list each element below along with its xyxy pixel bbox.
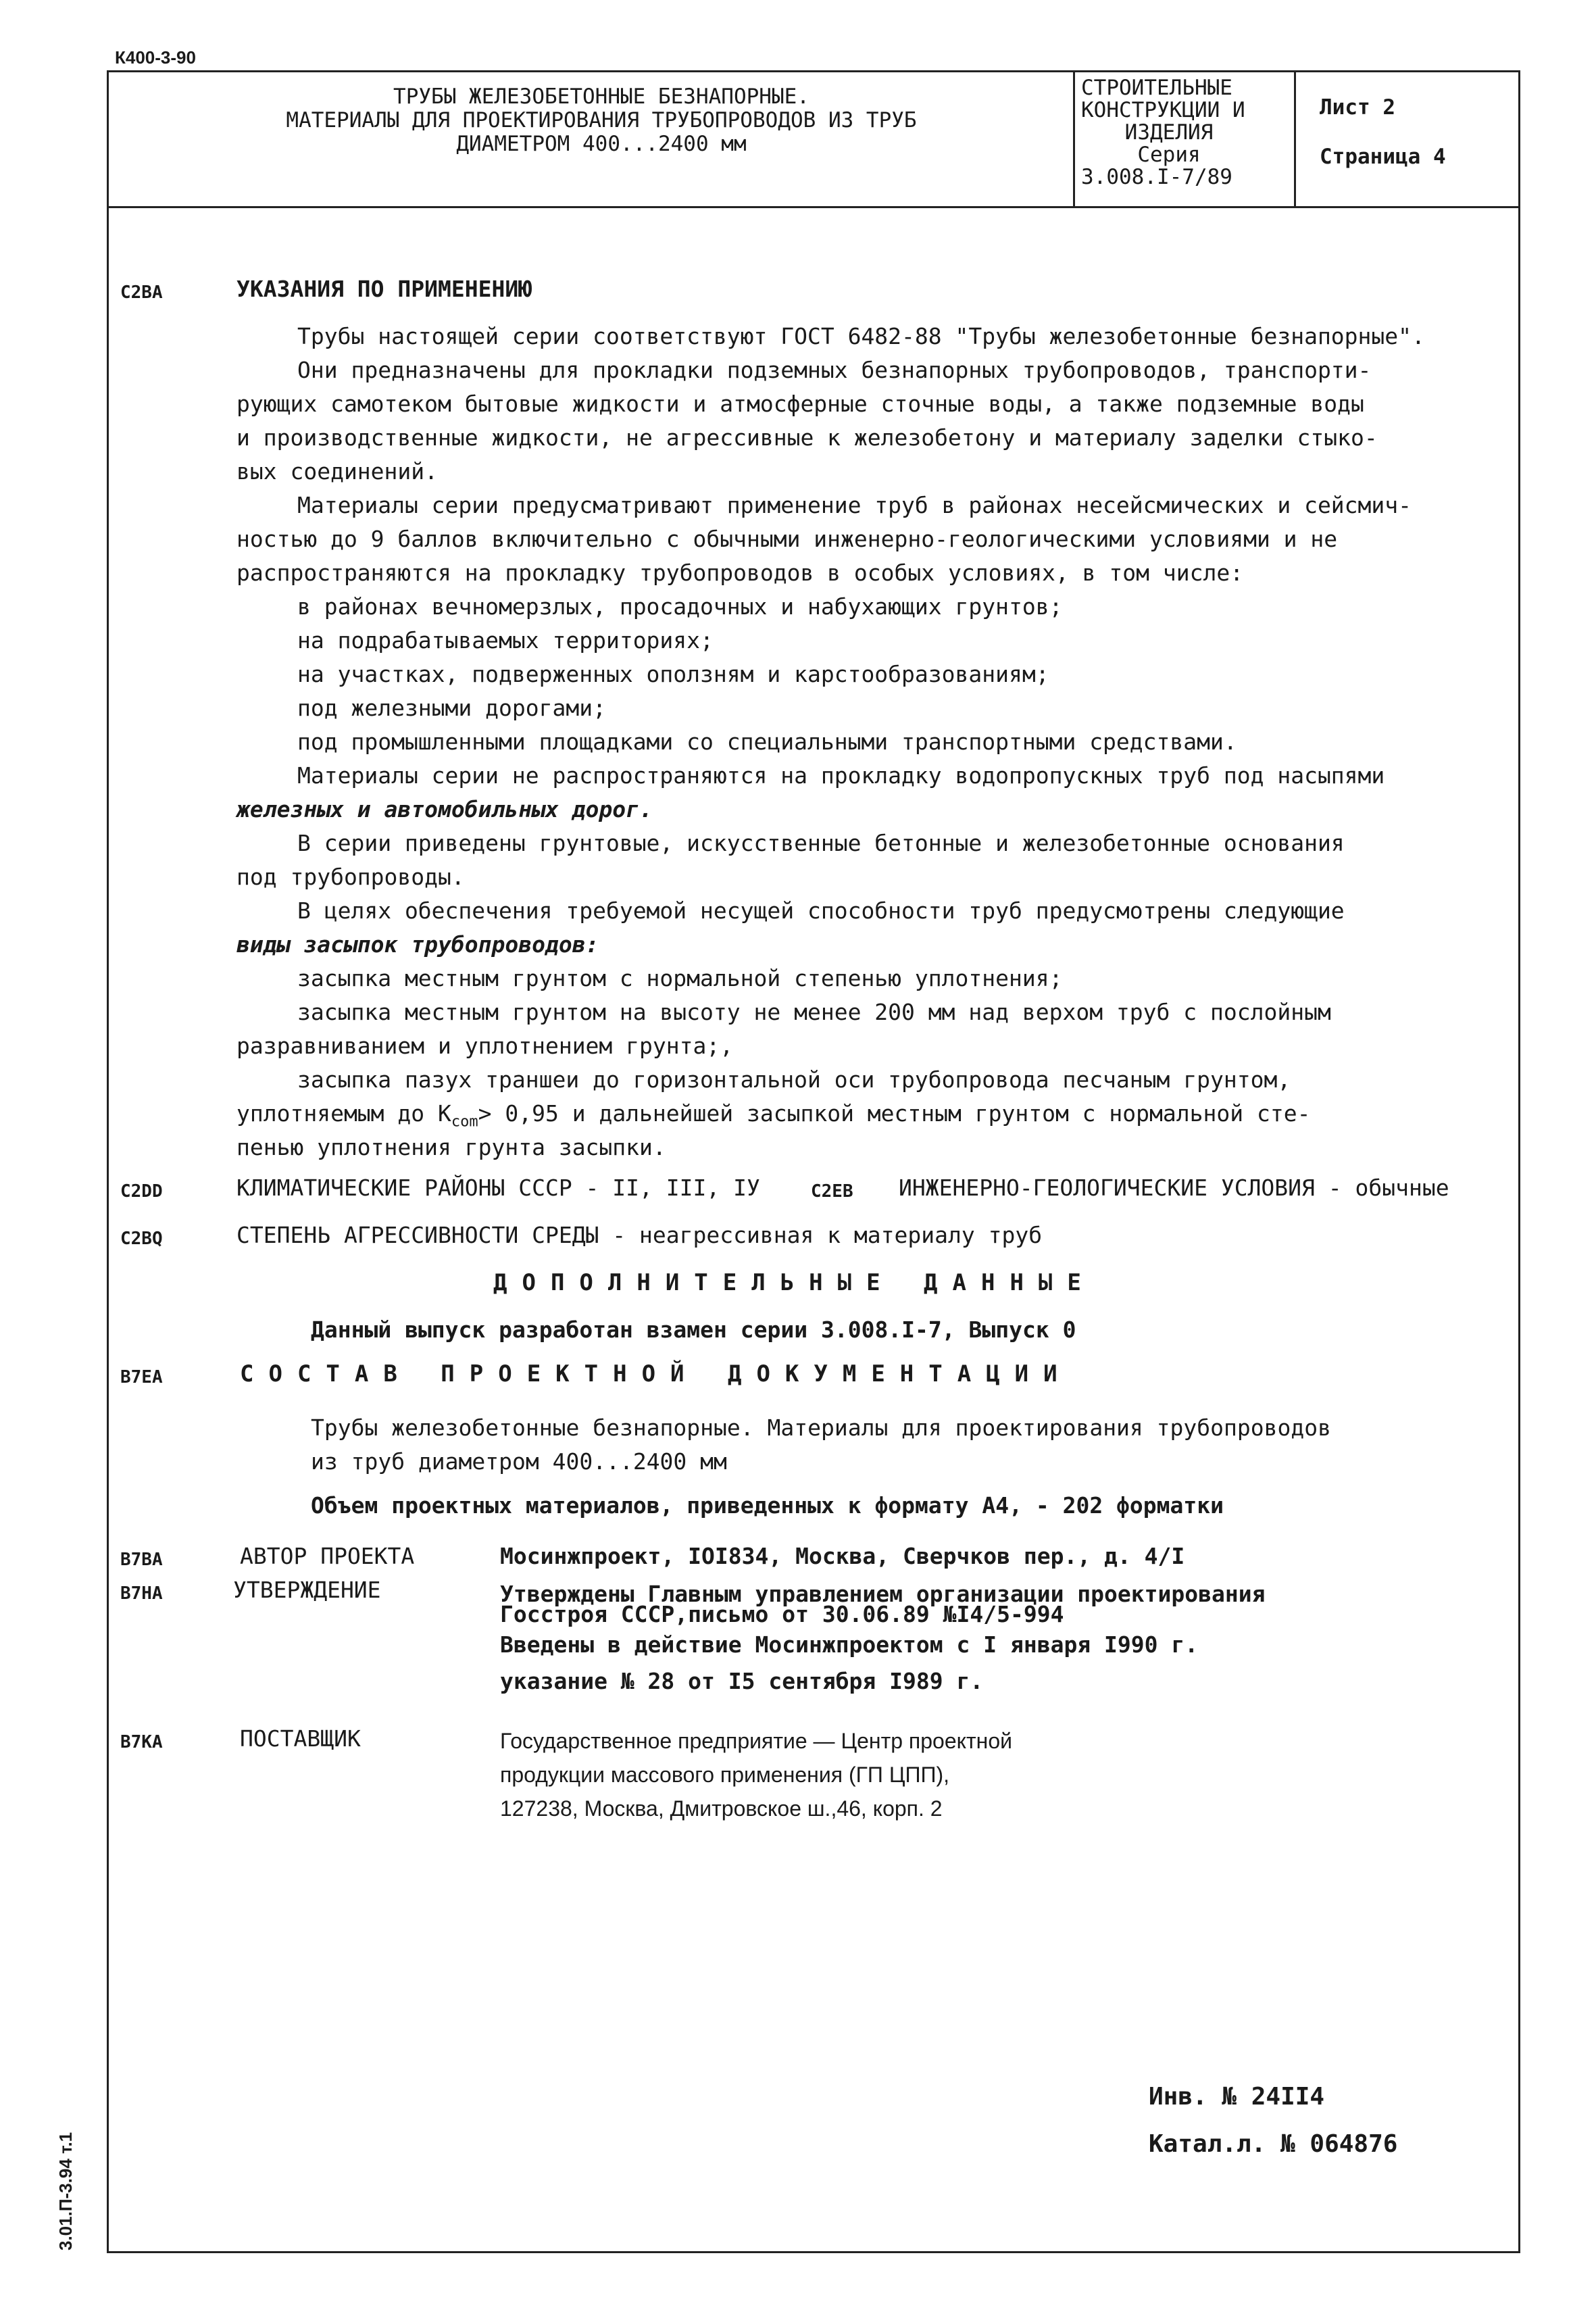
composition-volume: Объем проектных материалов, приведенных к формату А4, - 202 форматки	[311, 1492, 1224, 1519]
section-heading-additional: ДОПОЛНИТЕЛЬНЫЕ ДАННЫЕ	[493, 1269, 1096, 1296]
paragraph-line: Материалы серии не распространяются на прокладку водопропускных труб под насыпями	[297, 762, 1385, 789]
list-item: засыпка пазух траншеи до горизонтальной оси трубопровода песчаным грунтом,	[297, 1066, 1291, 1093]
section-heading-usage: УКАЗАНИЯ ПО ПРИМЕНЕНИЮ	[236, 276, 532, 302]
approval-line: Утверждены Главным управлением организации проектирования	[500, 1581, 1266, 1607]
list-item: под железными дорогами;	[297, 695, 606, 721]
document-code-stamp: К400-3-90	[115, 47, 196, 68]
paragraph-line: Материалы серии предусматривают применение труб в районах несейсмических и сейсмич-	[297, 492, 1412, 518]
paragraph-line: В серии приведены грунтовые, искусственные бетонные и железобетонные основания	[297, 830, 1345, 856]
paragraph-line: рующих самотеком бытовые жидкости и атмосферные сточные воды, а также подземные воды	[236, 391, 1364, 417]
list-item: в районах вечномерзлых, просадочных и набухающих грунтов;	[297, 593, 1063, 620]
list-item: под промышленными площадками со специальными транспортными средствами.	[297, 729, 1237, 755]
paragraph-line: распространяются на прокладку трубопроводов в особых условиях, в том числе:	[236, 560, 1244, 586]
section-code: C2BQ	[120, 1229, 163, 1249]
list-item: на участках, подверженных оползням и карстообразованиям;	[297, 661, 1049, 687]
series-number: 3.008.I-7/89	[1081, 165, 1232, 189]
sheet-number: Лист 2	[1320, 95, 1395, 120]
section-code: B7KA	[120, 1732, 163, 1752]
geological-conditions: ИНЖЕНЕРНО-ГЕОЛОГИЧЕСКИЕ УСЛОВИЯ - обычные	[899, 1175, 1449, 1201]
title-block-divider	[1073, 70, 1075, 208]
paragraph-line: ностью до 9 баллов включительно с обычными инженерно-геологическими условиями и не	[236, 526, 1338, 552]
section-code: B7EA	[120, 1367, 163, 1387]
paragraph-line: виды засыпок трубопроводов:	[236, 931, 599, 958]
section-code: C2EB	[811, 1181, 853, 1202]
paragraph-line: железных и автомобильных дорог.	[236, 796, 653, 822]
paragraph-line: под трубопроводы.	[236, 864, 465, 890]
paragraph-line: В целях обеспечения требуемой несущей способности труб предусмотрены следующие	[297, 897, 1345, 924]
supplier-label: ПОСТАВЩИК	[240, 1725, 361, 1752]
supplier-line: продукции массового применения (ГП ЦПП),	[500, 1763, 950, 1787]
section-code: B7BA	[120, 1550, 163, 1570]
page-number: Страница 4	[1320, 145, 1446, 169]
section-heading-composition: СОСТАВ ПРОЕКТНОЙ ДОКУМЕНТАЦИИ	[240, 1360, 1072, 1387]
section-code: C2DD	[120, 1181, 163, 1202]
climate-regions: КЛИМАТИЧЕСКИЕ РАЙОНЫ СССР - II, III, IУ	[236, 1175, 760, 1201]
document-title	[135, 85, 1068, 156]
title-line: МАТЕРИАЛЫ ДЛЯ ПРОЕКТИРОВАНИЯ ТРУБОПРОВОДОВ ИЗ ТРУБ	[286, 108, 917, 132]
title-line: ТРУБЫ ЖЕЛЕЗОБЕТОННЫЕ БЕЗНАПОРНЫЕ.	[393, 84, 809, 109]
author-value: Мосинжпроект, IOI834, Москва, Сверчков пер., д. 4/I	[500, 1543, 1185, 1569]
text-run: уплотняемым до K	[236, 1100, 451, 1127]
aggression-level: СТЕПЕНЬ АГРЕССИВНОСТИ СРЕДЫ - неагрессивная к материалу труб	[236, 1222, 1043, 1248]
composition-line: из труб диаметром 400...2400 мм	[311, 1448, 727, 1475]
paragraph-line: разравниванием и уплотнением грунта;,	[236, 1033, 734, 1059]
additional-text: Данный выпуск разработан взамен серии 3.008.I-7, Выпуск 0	[311, 1316, 1076, 1343]
subscript: com	[451, 1113, 478, 1131]
paragraph-line: Они предназначены для прокладки подземных безнапорных трубопроводов, транспорти-	[297, 357, 1372, 383]
list-item: засыпка местным грунтом с нормальной степенью уплотнения;	[297, 965, 1063, 991]
series-line: ИЗДЕЛИЯ	[1124, 120, 1214, 145]
paragraph-line: пенью уплотнения грунта засыпки.	[236, 1134, 666, 1160]
section-code: C2BA	[120, 282, 163, 303]
composition-line: Трубы железобетонные безнапорные. Материалы для проектирования трубопроводов	[311, 1414, 1331, 1441]
text-run: > 0,95 и дальнейшей засыпкой местным грунтом с нормальной сте-	[478, 1100, 1311, 1127]
side-stamp: 3.01.П-3.94 т.1	[55, 2132, 76, 2250]
approval-line: указание № 28 от I5 сентября I989 г.	[500, 1668, 984, 1694]
inventory-number: Инв. № 24II4	[1149, 2083, 1325, 2111]
list-item: на подрабатываемых территориях;	[297, 627, 714, 654]
author-label: АВТОР ПРОЕКТА	[240, 1543, 415, 1569]
series-line: СТРОИТЕЛЬНЫЕ	[1081, 76, 1232, 100]
title-line: ДИАМЕТРОМ 400...2400 мм	[456, 132, 747, 156]
series-line: Серия	[1137, 143, 1201, 167]
section-code: B7HA	[120, 1583, 163, 1604]
series-line: КОНСТРУКЦИИ И	[1081, 98, 1245, 122]
paragraph-line: вых соединений.	[236, 458, 439, 485]
paragraph-line: Трубы настоящей серии соответствуют ГОСТ 6482-88 "Трубы железобетонные безнапорные".	[297, 323, 1425, 349]
supplier-line: Государственное предприятие — Центр проектной	[500, 1729, 1012, 1753]
paragraph-line: и производственные жидкости, не агрессивные к железобетону и материалу заделки стыко-	[236, 424, 1378, 451]
paragraph-line	[236, 1100, 1310, 1136]
approval-label: УТВЕРЖДЕНИЕ	[233, 1577, 381, 1603]
list-item: засыпка местным грунтом на высоту не менее 200 мм над верхом труб с послойным	[297, 999, 1331, 1025]
series-block	[1081, 77, 1291, 189]
approval-line: Введены в действие Мосинжпроектом с I января I990 г.	[500, 1631, 1199, 1658]
catalog-number: Катал.л. № 064876	[1149, 2130, 1398, 2158]
title-block-divider	[1294, 70, 1296, 208]
supplier-line: 127238, Москва, Дмитровское ш.,46, корп. 2	[500, 1796, 943, 1821]
approval-line: Госстроя СССР,письмо от 30.06.89 №I4/5-994	[500, 1601, 1064, 1627]
